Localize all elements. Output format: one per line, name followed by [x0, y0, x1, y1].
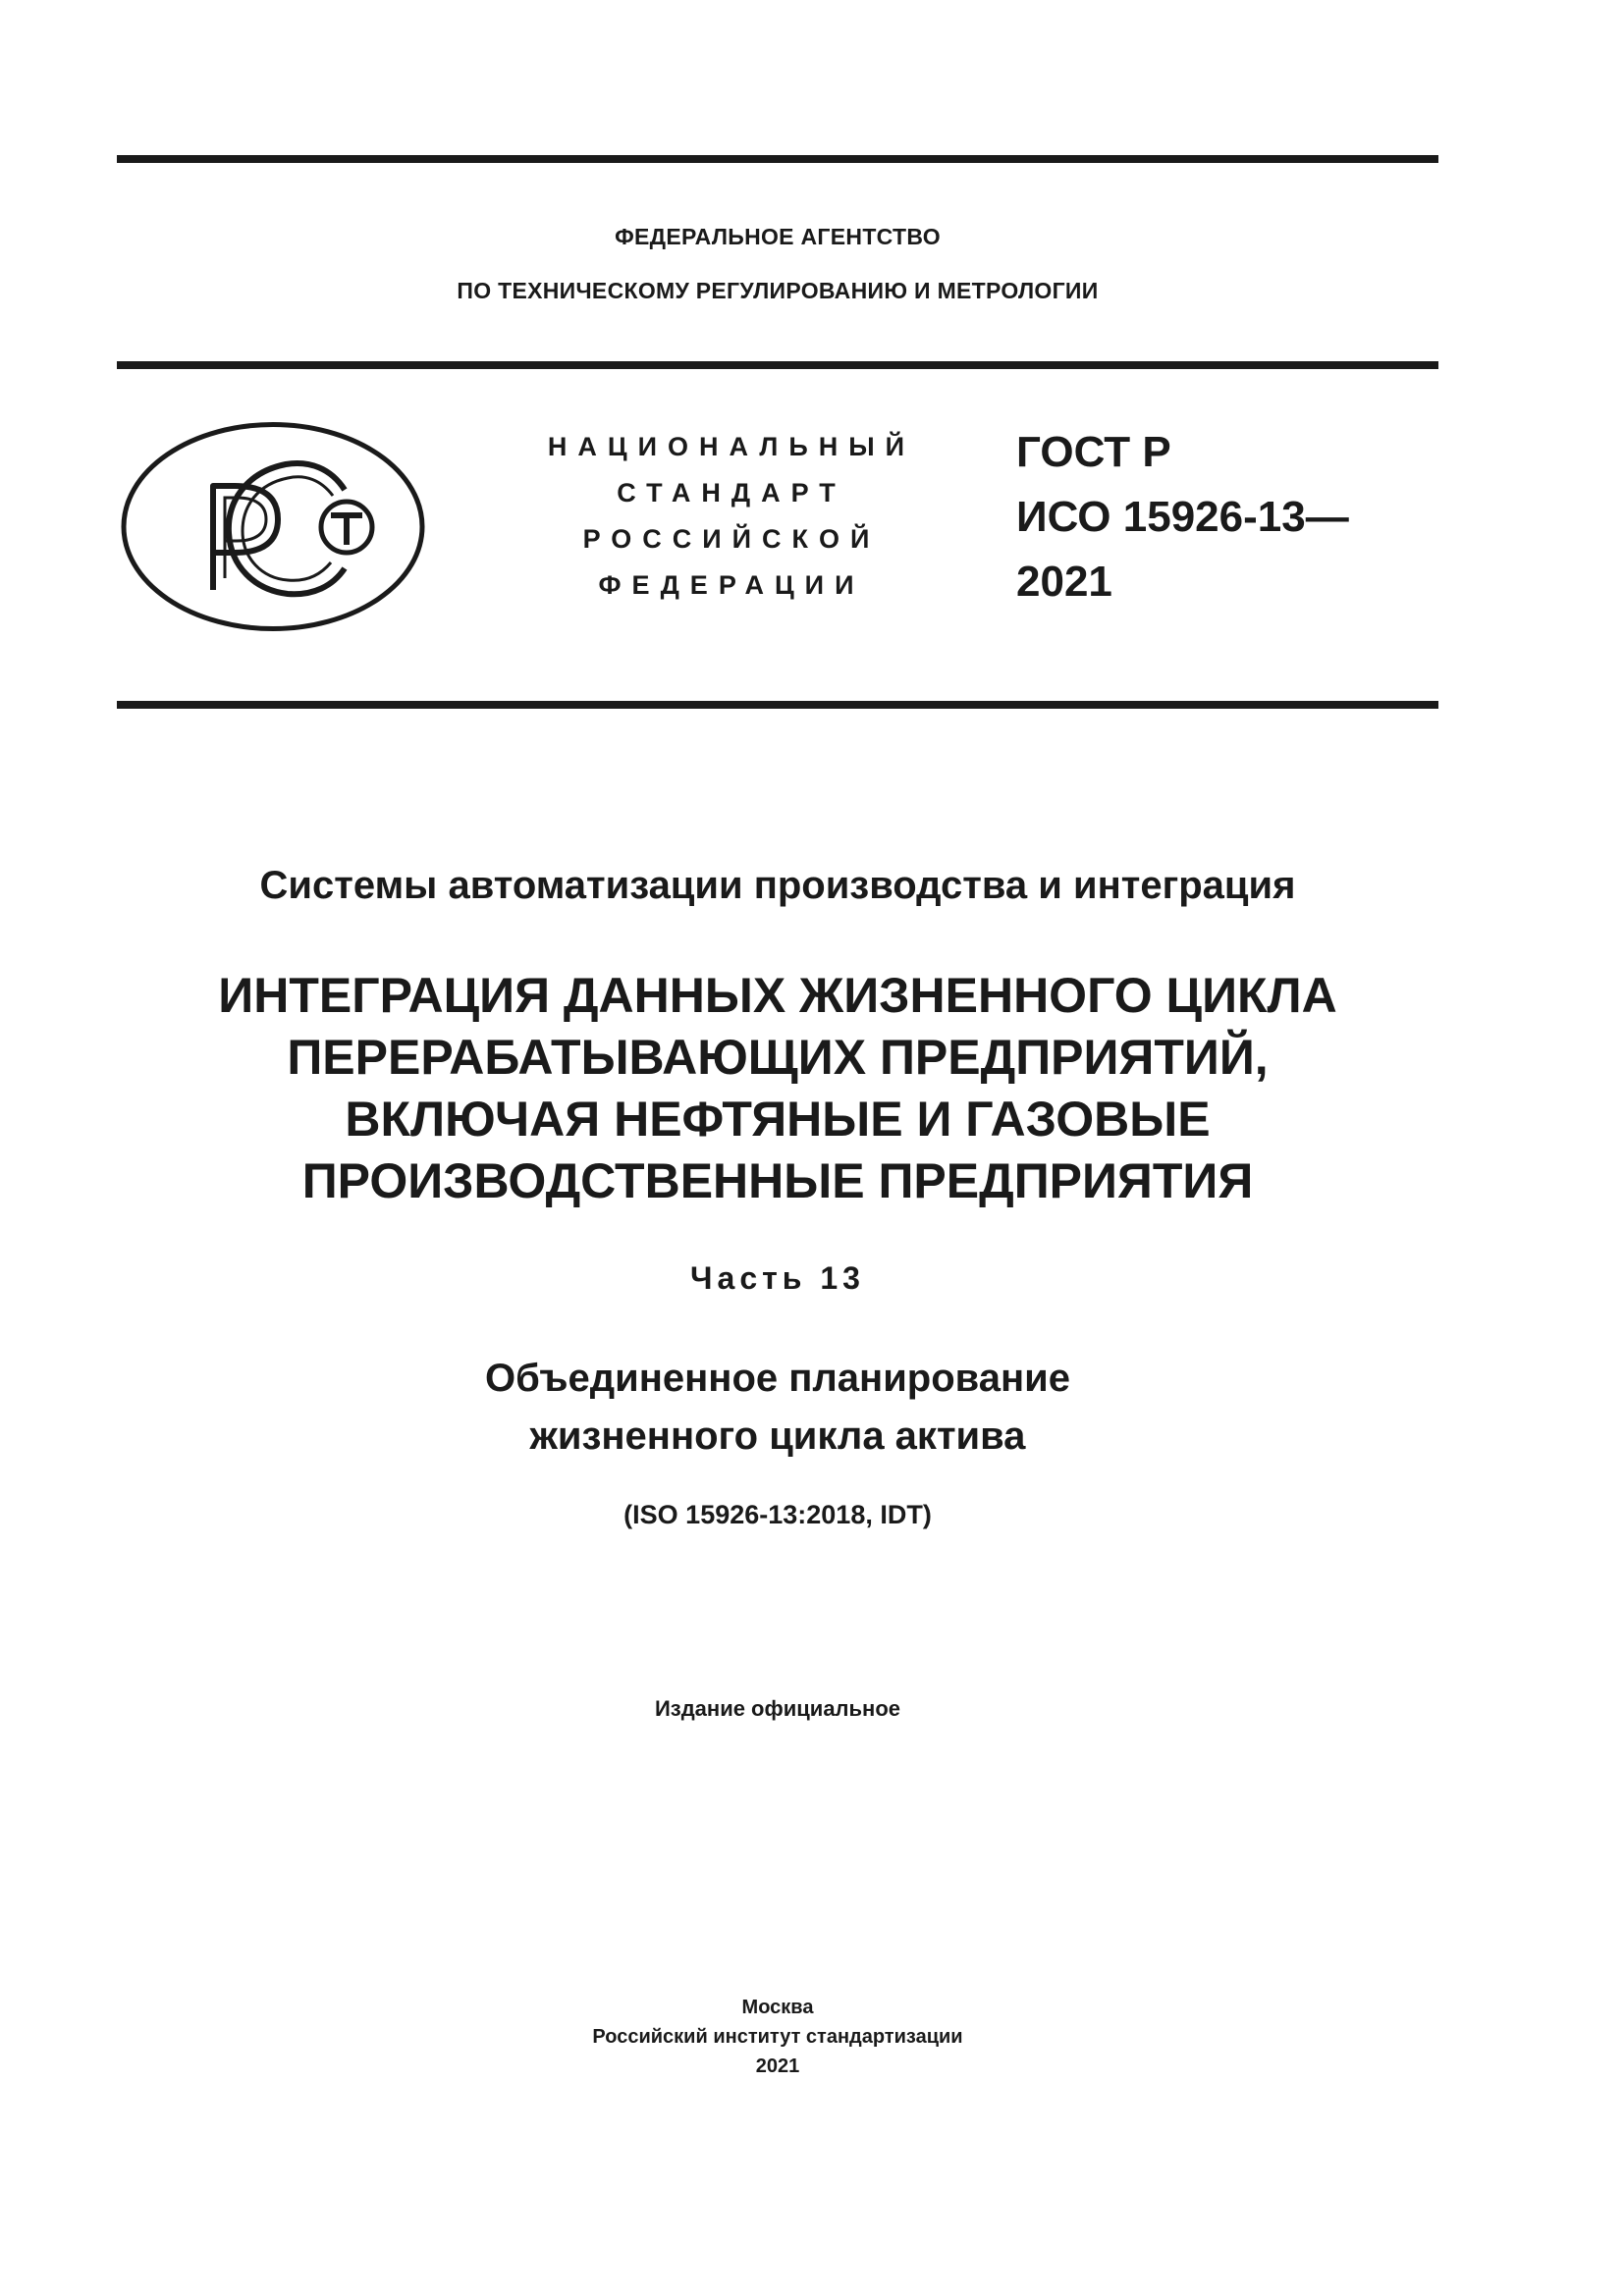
main-title-line: ИНТЕГРАЦИЯ ДАННЫХ ЖИЗНЕННОГО ЦИКЛА — [218, 968, 1337, 1023]
logo-outer-ellipse — [124, 425, 422, 629]
national-standard-line: НАЦИОНАЛЬНЫЙ — [547, 432, 916, 461]
imprint — [117, 1993, 1438, 2081]
agency-line-2: ПО ТЕХНИЧЕСКОМУ РЕГУЛИРОВАНИЮ И МЕТРОЛОГИИ — [457, 278, 1099, 303]
imprint-year: 2021 — [755, 2056, 800, 2077]
header-rule — [117, 361, 1438, 369]
imprint-city: Москва — [741, 1997, 814, 2018]
rst-logo-icon — [117, 417, 429, 636]
standard-code-line-1: ГОСТ Р — [1016, 428, 1171, 476]
subtitle-line: жизненного цикла актива — [529, 1415, 1026, 1458]
agency-line-1: ФЕДЕРАЛЬНОЕ АГЕНТСТВО — [615, 224, 941, 249]
iso-reference: (ISO 15926-13:2018, IDT) — [623, 1500, 932, 1529]
national-standard-line: ФЕДЕРАЦИИ — [598, 570, 865, 600]
subtitle-line: Объединенное планирование — [485, 1357, 1070, 1400]
standard-code — [1016, 420, 1349, 614]
standard-code-line-2: ИСО 15926-13— — [1016, 493, 1349, 541]
subtitle — [117, 1350, 1438, 1466]
series-title: Системы автоматизации производства и интеграция — [259, 864, 1296, 907]
code-rule — [117, 701, 1438, 709]
national-standard-line: СТАНДАРТ — [617, 478, 846, 507]
main-title-line: ВКЛЮЧАЯ НЕФТЯНЫЕ И ГАЗОВЫЕ — [345, 1092, 1211, 1147]
part-number: Часть 13 — [690, 1260, 865, 1296]
main-title-line: ПРОИЗВОДСТВЕННЫЕ ПРЕДПРИЯТИЯ — [301, 1153, 1254, 1208]
main-title-line: ПЕРЕРАБАТЫВАЮЩИХ ПРЕДПРИЯТИЙ, — [287, 1030, 1269, 1085]
top-rule — [117, 155, 1438, 163]
imprint-publisher: Российский институт стандартизации — [592, 2026, 963, 2048]
national-standard-label — [491, 424, 972, 609]
edition-label: Издание официальное — [654, 1696, 901, 1721]
national-standard-line: РОССИЙСКОЙ — [582, 524, 881, 554]
main-title — [117, 965, 1438, 1212]
standard-code-line-3: 2021 — [1016, 558, 1112, 606]
